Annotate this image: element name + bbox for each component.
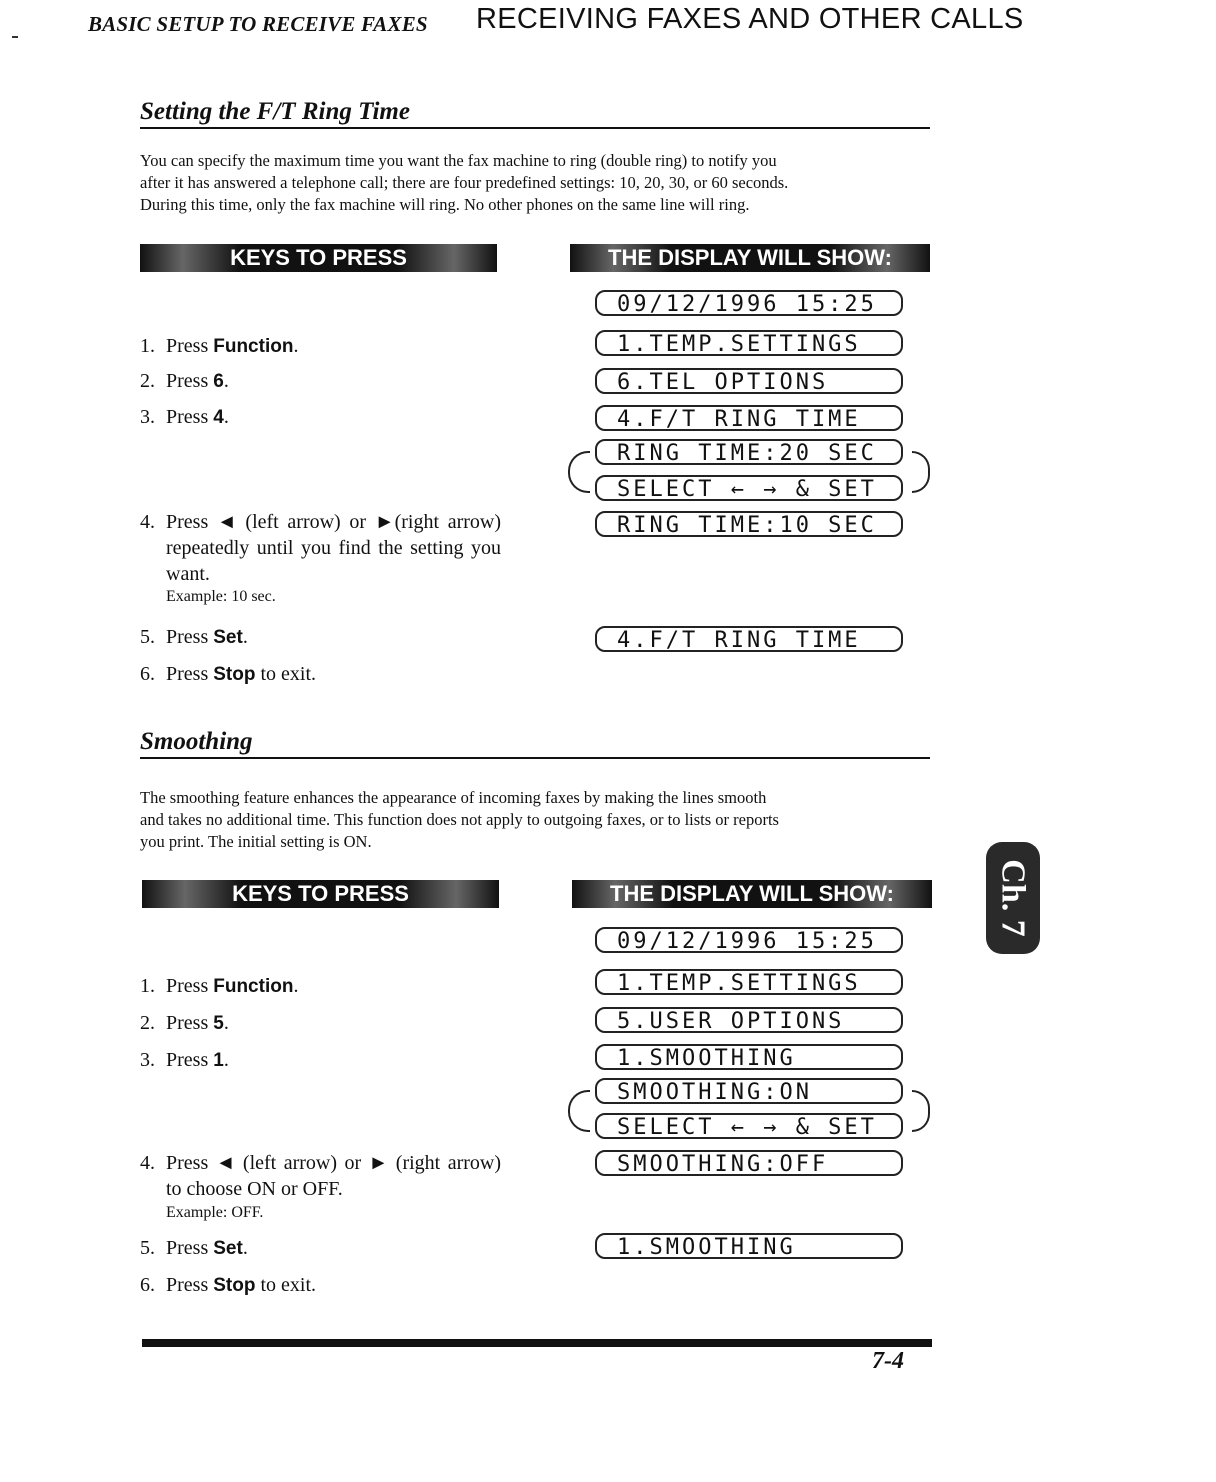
alternating-right-arrow-icon bbox=[912, 451, 930, 493]
section2-intro bbox=[140, 787, 932, 853]
intro-line: you print. The initial setting is ON. bbox=[140, 832, 372, 851]
alternating-left-arrow-icon bbox=[568, 451, 590, 493]
lcd-tel-options: 6.TEL OPTIONS bbox=[595, 368, 903, 394]
chapter-tab: Ch. 7 bbox=[986, 842, 1040, 954]
lcd-temp-settings: 1.TEMP.SETTINGS bbox=[595, 330, 903, 356]
step-2: 2. Press 5. bbox=[140, 1012, 229, 1034]
lcd-smoothing: 1.SMOOTHING bbox=[595, 1044, 903, 1070]
lcd-ft-ring-time: 4.F/T RING TIME bbox=[595, 405, 903, 431]
lcd-select-set: SELECT ← → & SET bbox=[595, 475, 903, 501]
header-chapter-title: RECEIVING FAXES AND OTHER CALLS bbox=[476, 3, 1024, 35]
step-4-number: 4. bbox=[140, 511, 155, 533]
step-5: 5. Press Set. bbox=[140, 1237, 248, 1259]
intro-line: During this time, only the fax machine will ring. No other phones on the same line will ring. bbox=[140, 195, 750, 214]
step-4-number: 4. bbox=[140, 1152, 155, 1174]
lcd-date-time: 09/12/1996 15:25 bbox=[595, 290, 903, 316]
section2-title: Smoothing bbox=[140, 728, 253, 755]
lcd-smoothing-final: 1.SMOOTHING bbox=[595, 1233, 903, 1259]
margin-mark bbox=[12, 36, 18, 38]
footer-rule bbox=[142, 1339, 932, 1347]
lcd-user-options: 5.USER OPTIONS bbox=[595, 1007, 903, 1033]
step-1: 1. Press Function. bbox=[140, 975, 299, 997]
intro-line: You can specify the maximum time you want the fax machine to ring (double ring) to notify you bbox=[140, 151, 777, 170]
keys-to-press-heading: KEYS TO PRESS bbox=[140, 244, 497, 272]
lcd-smoothing-off: SMOOTHING:OFF bbox=[595, 1150, 903, 1176]
step-4-text: Press ◄ (left arrow) or ► (right arrow) to choose ON or OFF. bbox=[166, 1152, 501, 1200]
step-3: 3. Press 1. bbox=[140, 1049, 229, 1071]
alternating-right-arrow-icon bbox=[912, 1090, 930, 1132]
lcd-ring-time-10: RING TIME:10 SEC bbox=[595, 511, 903, 537]
display-will-show-heading: THE DISPLAY WILL SHOW: bbox=[570, 244, 930, 272]
step-6: 6. Press Stop to exit. bbox=[140, 1274, 316, 1296]
lcd-select-set: SELECT ← → & SET bbox=[595, 1113, 903, 1139]
step-5: 5. Press Set. bbox=[140, 626, 248, 648]
display-will-show-heading: THE DISPLAY WILL SHOW: bbox=[572, 880, 932, 908]
step-4-example: Example: 10 sec. bbox=[166, 588, 276, 605]
lcd-ft-ring-time-final: 4.F/T RING TIME bbox=[595, 626, 903, 652]
section1-intro bbox=[140, 150, 932, 216]
lcd-date-time: 09/12/1996 15:25 bbox=[595, 927, 903, 953]
keys-to-press-heading: KEYS TO PRESS bbox=[142, 880, 499, 908]
page-number: 7-4 bbox=[872, 1348, 904, 1374]
step-2: 2. Press 6. bbox=[140, 370, 229, 392]
step-4-text: Press ◄ (left arrow) or ►(right arrow) repeatedly until you find the setting you want. bbox=[166, 511, 501, 585]
step-6: 6. Press Stop to exit. bbox=[140, 663, 316, 685]
section2-rule bbox=[140, 757, 930, 759]
lcd-smoothing-on: SMOOTHING:ON bbox=[595, 1078, 903, 1104]
header-section-label: BASIC SETUP TO RECEIVE FAXES bbox=[88, 12, 428, 36]
step-1: 1. Press Function. bbox=[140, 335, 299, 357]
lcd-ring-time-20: RING TIME:20 SEC bbox=[595, 439, 903, 465]
lcd-temp-settings: 1.TEMP.SETTINGS bbox=[595, 969, 903, 995]
step-3: 3. Press 4. bbox=[140, 406, 229, 428]
intro-line: The smoothing feature enhances the appearance of incoming faxes by making the lines smooth bbox=[140, 788, 767, 807]
section1-title: Setting the F/T Ring Time bbox=[140, 98, 410, 125]
intro-line: after it has answered a telephone call; there are four predefined settings: 10, 20, 30, or 60 seconds. bbox=[140, 173, 789, 192]
alternating-left-arrow-icon bbox=[568, 1090, 590, 1132]
intro-line: and takes no additional time. This function does not apply to outgoing faxes, or to lists or reports bbox=[140, 810, 779, 829]
step-4-example: Example: OFF. bbox=[166, 1204, 264, 1221]
section1-rule bbox=[140, 127, 930, 129]
